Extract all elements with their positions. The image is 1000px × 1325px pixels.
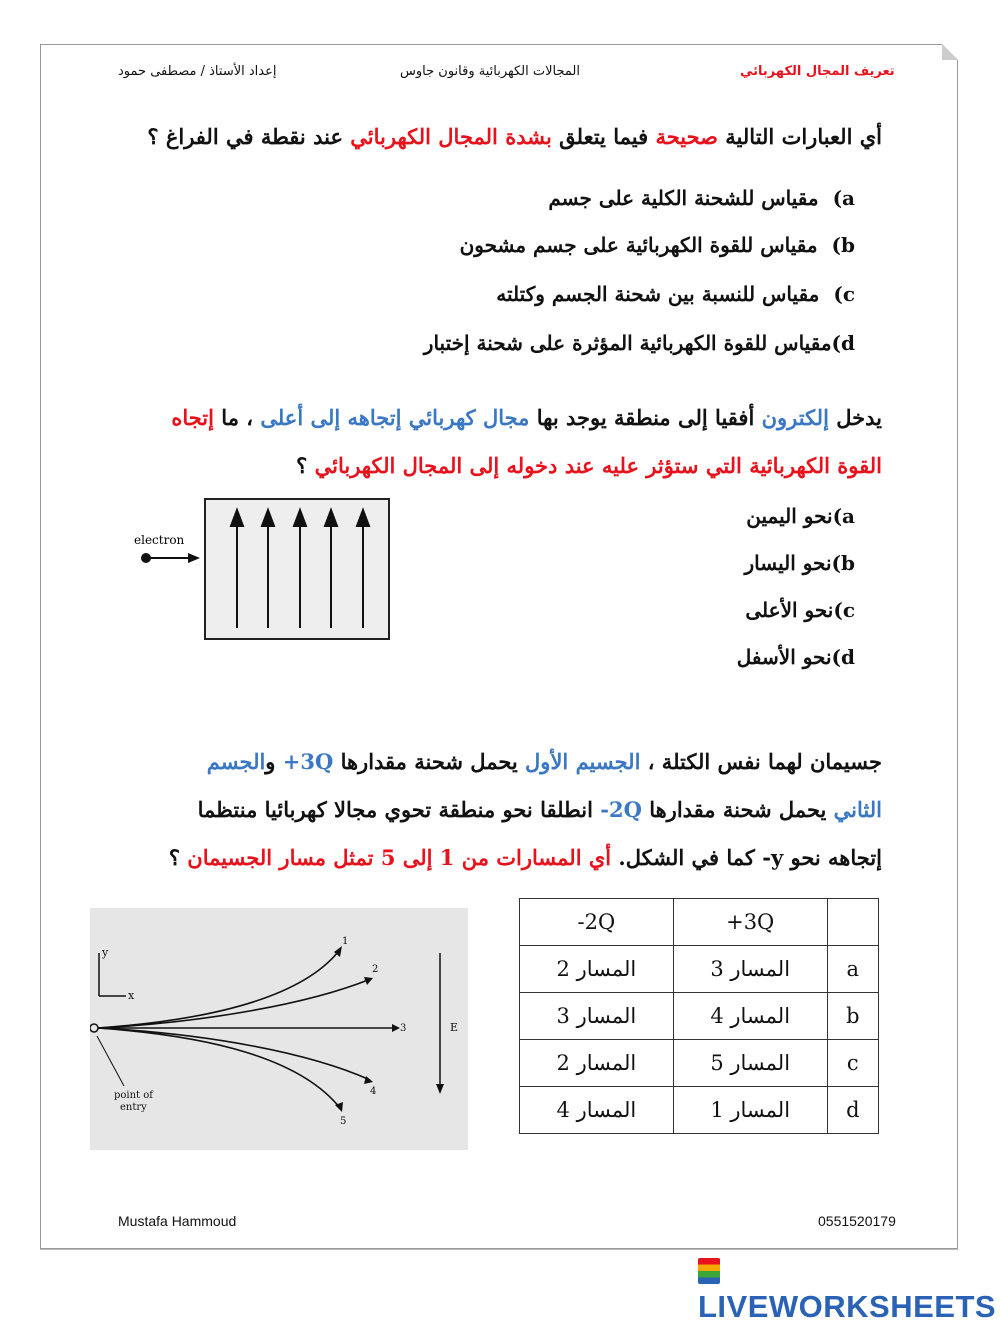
option-letter: c) (833, 282, 855, 306)
q3-part: ؟ (168, 845, 188, 870)
footer-name: Mustafa Hammoud (118, 1213, 237, 1229)
table-header-pos: +3Q (673, 899, 827, 946)
header-author: إعداد الأستاذ / مصطفى حمود (118, 64, 277, 79)
table-cell-letter[interactable]: b (827, 993, 878, 1040)
axis-x-label: x (128, 989, 135, 1002)
q2-highlight-field: مجال كهربائي إتجاهه إلى أعلى (260, 405, 530, 430)
option-text: مقياس للقوة الكهربائية على جسم مشحون (459, 233, 818, 257)
logo-icon (698, 1258, 720, 1284)
option-text: نحو اليسار (744, 551, 832, 575)
logo-text: LIVEWORKSHEETS (698, 1289, 997, 1324)
q2-part: يدخل (828, 405, 882, 430)
q3-highlight-question: أي المسارات من 1 إلى 5 تمثل مسار الجسيمان (187, 845, 612, 870)
q1-option-b[interactable] (460, 233, 855, 257)
table-cell-letter[interactable]: a (827, 946, 878, 993)
table-header-neg: -2Q (520, 899, 674, 946)
q2-highlight-force: إتجاه القوة الكهربائية التي ستؤثر عليه عند دخوله إلى المجال الكهربائي (171, 405, 882, 478)
path-label-3: 3 (400, 1023, 407, 1034)
q2-option-a[interactable] (746, 504, 855, 528)
q2-option-c[interactable] (745, 598, 855, 622)
option-text: نحو الأسفل (736, 645, 832, 669)
axis-y-label: y (102, 946, 109, 959)
electron-label: electron (134, 533, 185, 547)
q2-part: ؟ (296, 453, 315, 478)
q3-part: انطلقا نحو منطقة تحوي مجالا كهربائيا منتظما إتجاهه نحو y- كما في الشكل. (197, 797, 882, 870)
footer-phone: 0551520179 (818, 1213, 896, 1229)
option-text: نحو الأعلى (745, 598, 834, 622)
entry-label: point of (114, 1090, 153, 1101)
table-row-c[interactable] (520, 1040, 879, 1087)
q3-part: جسيمان لهما نفس الكتلة ، (640, 749, 882, 774)
table-cell: المسار 2 (520, 946, 674, 993)
table-row-b[interactable] (520, 993, 879, 1040)
table-cell: المسار 2 (520, 1040, 674, 1087)
q2-option-d[interactable] (737, 645, 855, 669)
q2-highlight-electron: إلكترون (761, 405, 829, 430)
option-text: نحو اليمين (746, 504, 833, 528)
header-subject: المجالات الكهربائية وقانون جاوس (400, 64, 580, 79)
liveworksheets-logo[interactable] (698, 1253, 1000, 1325)
q2-option-b[interactable] (744, 551, 855, 575)
q1-option-c[interactable] (496, 282, 855, 306)
q1-text (147, 124, 882, 149)
q1-highlight-field: بشدة المجال الكهربائي (350, 124, 552, 149)
q2-part: أفقيا إلى منطقة يوجد بها (529, 405, 762, 430)
q1-option-a[interactable] (548, 186, 855, 210)
option-letter: c) (833, 598, 855, 622)
q3-part: و (265, 749, 283, 774)
answer-table (519, 898, 879, 1134)
q2-part: ، ما (213, 405, 261, 430)
option-letter: b) (831, 233, 855, 257)
table-cell: المسار 1 (673, 1087, 827, 1134)
table-cell: المسار 5 (673, 1040, 827, 1087)
q3-highlight-charge2: 2Q- (600, 797, 642, 822)
header-title: تعريف المجال الكهربائي (740, 64, 895, 79)
table-cell-letter[interactable]: c (827, 1040, 878, 1087)
q3-highlight-first: الجسيم الأول (525, 749, 641, 774)
path-label-1: 1 (342, 936, 349, 947)
q3-highlight-charge1: 3Q+ (282, 749, 334, 774)
table-cell-letter[interactable]: d (827, 1087, 878, 1134)
option-text: مقياس للشحنة الكلية على جسم (548, 186, 819, 210)
option-letter: a) (832, 504, 855, 528)
option-text: مقياس للقوة الكهربائية المؤثرة على شحنة إختبار (423, 331, 832, 355)
table-header-row (520, 899, 879, 946)
table-row-d[interactable] (520, 1087, 879, 1134)
q3-part: يحمل شحنة مقدارها (333, 749, 526, 774)
page-corner-fold (942, 44, 958, 60)
option-letter: b) (831, 551, 855, 575)
paths-figure (90, 908, 468, 1150)
option-letter: a) (832, 186, 855, 210)
path-label-2: 2 (372, 964, 379, 975)
option-text: مقياس للنسبة بين شحنة الجسم وكتلته (496, 282, 820, 306)
option-letter: d) (831, 331, 855, 355)
q1-part: عند نقطة في الفراغ ؟ (147, 124, 351, 149)
q1-part: أي العبارات التالية (717, 124, 882, 149)
q3-part: يحمل شحنة مقدارها (641, 797, 834, 822)
electron-arrowhead (188, 553, 200, 563)
path-label-5: 5 (340, 1116, 347, 1127)
table-cell: المسار 3 (520, 993, 674, 1040)
table-cell: المسار 4 (520, 1087, 674, 1134)
figure-background (90, 908, 468, 1150)
option-letter: d) (831, 645, 855, 669)
table-row-a[interactable] (520, 946, 879, 993)
table-cell: المسار 4 (673, 993, 827, 1040)
q1-highlight-correct: صحيحة (655, 124, 718, 149)
q2-text (160, 394, 882, 490)
q1-option-d[interactable] (424, 331, 855, 355)
table-cell: المسار 3 (673, 946, 827, 993)
path-label-4: 4 (370, 1086, 377, 1097)
q3-text (160, 738, 882, 882)
entry-label: entry (120, 1102, 147, 1113)
electron-field-figure (130, 496, 392, 642)
q3-highlight-second: الجسم الثاني (206, 749, 882, 822)
field-label: E (450, 1021, 459, 1034)
page-divider (40, 1249, 958, 1250)
q1-part: فيما يتعلق (551, 124, 656, 149)
table-header-letter (827, 899, 878, 946)
